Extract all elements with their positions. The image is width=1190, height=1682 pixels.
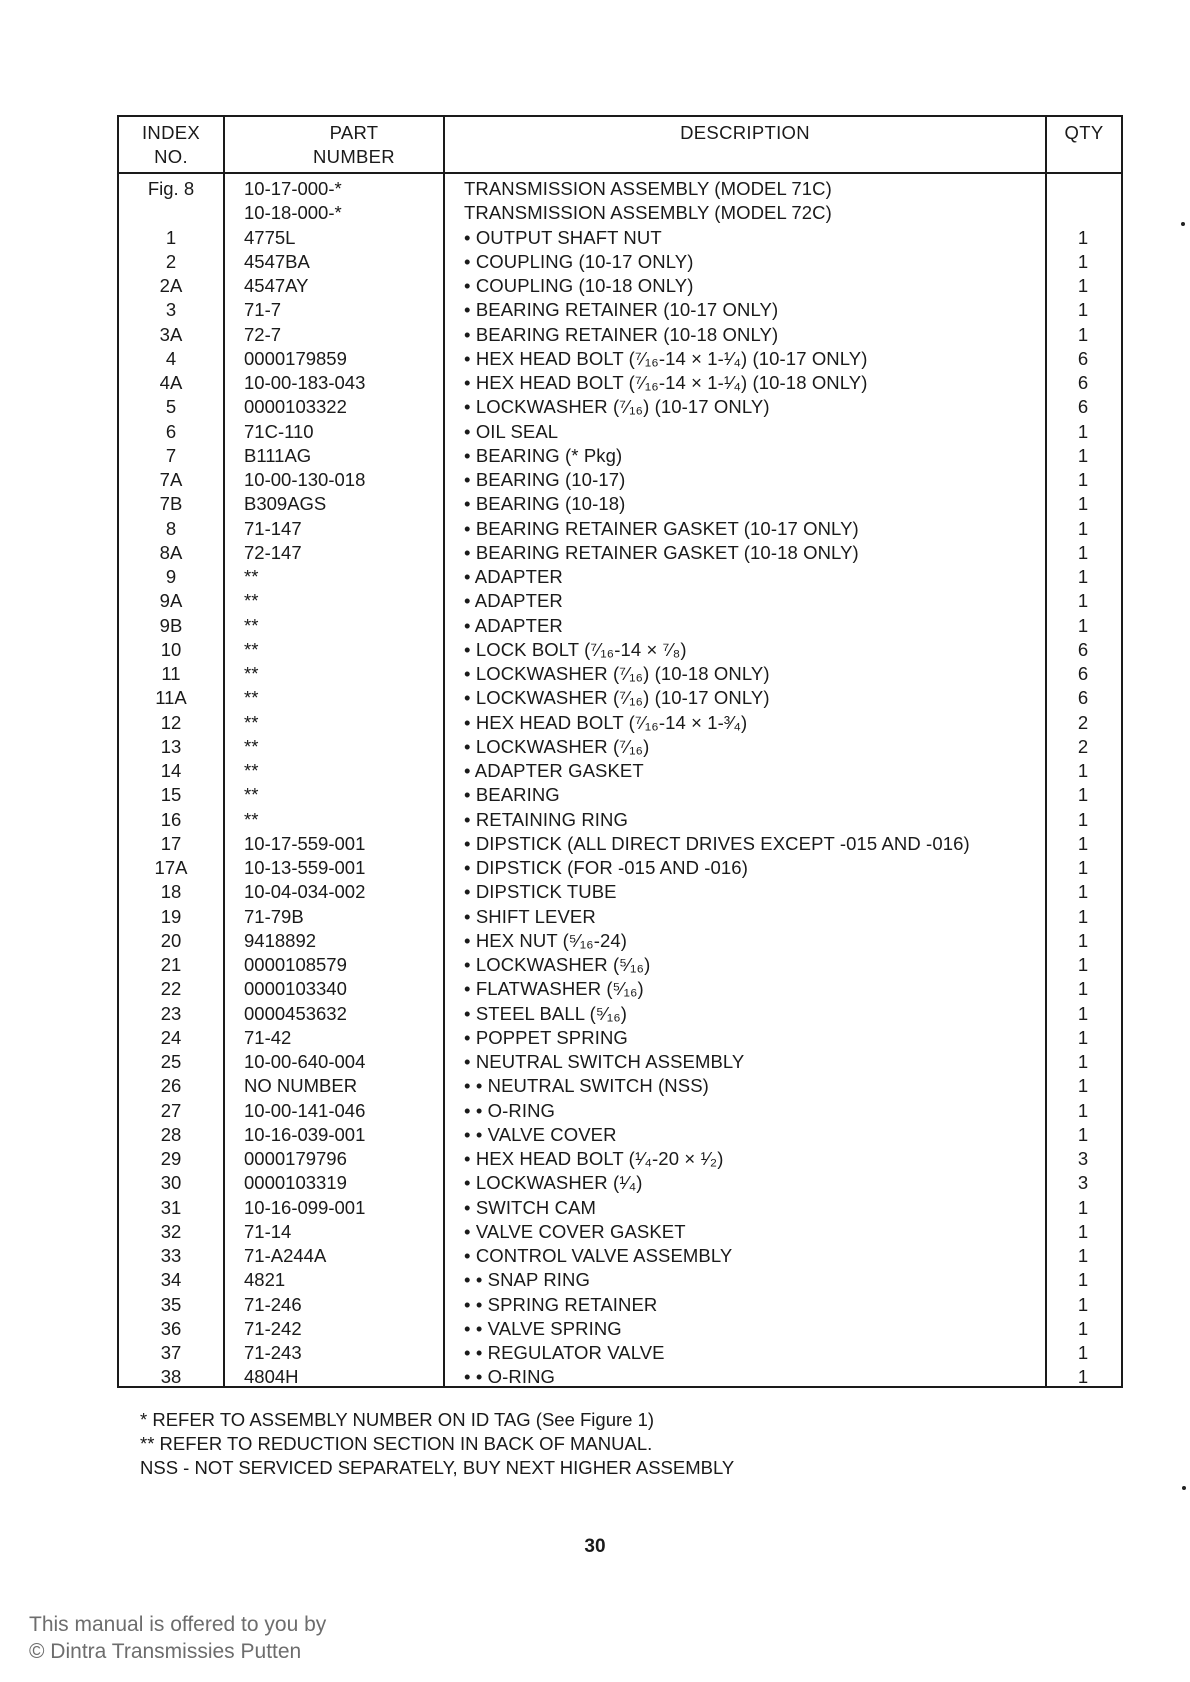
part-number-cell: 71-79B [244,905,304,927]
qty-cell: 1 [1077,1366,1089,1388]
table-row [119,1002,1121,1026]
description-cell: • LOCK BOLT (⁷⁄₁₆-14 × ⁷⁄₈) [464,638,687,660]
index-cell: 8 [165,517,177,539]
index-cell: 9A [159,590,183,612]
table-row [119,614,1121,638]
part-number-cell: 0000453632 [244,1002,347,1024]
index-cell: 24 [160,1026,182,1048]
table-row [119,298,1121,322]
table-row [119,541,1121,565]
description-cell: • COUPLING (10-18 ONLY) [464,275,694,296]
header-qty: QTY [1064,122,1104,143]
description-cell: • LOCKWASHER (¹⁄₄) [464,1172,643,1194]
table-row [119,808,1121,832]
index-cell: 9 [165,566,177,587]
footnotes [140,1408,734,1480]
table-row [119,1317,1121,1341]
part-number-cell: 72-147 [244,541,302,563]
part-number-cell: 10-04-034-002 [244,881,366,903]
part-number-cell: B309AGS [244,493,327,515]
index-cell: 3 [165,299,177,321]
qty-cell: 1 [1077,1342,1089,1363]
scan-speck [1181,222,1185,226]
description-cell: • DIPSTICK (FOR -015 AND -016) [464,857,748,878]
part-number-cell: 0000179859 [244,347,347,369]
index-cell: 10 [160,638,182,660]
table-row [119,1050,1121,1074]
part-number-cell: 71-A244A [244,1245,327,1266]
part-number-cell: 71-243 [244,1342,302,1363]
description-cell: TRANSMISSION ASSEMBLY (MODEL 72C) [464,202,832,224]
index-cell: 2A [159,275,183,296]
part-number-cell: 71C-110 [244,420,314,442]
table-row [119,711,1121,735]
index-cell: 21 [160,954,182,975]
description-cell: • LOCKWASHER (⁵⁄₁₆) [464,954,651,975]
qty-cell: 1 [1077,1026,1089,1048]
qty-cell: 6 [1077,372,1089,393]
qty-cell: 1 [1077,954,1089,975]
index-cell: 1 [165,226,177,248]
description-cell: • COUPLING (10-17 ONLY) [464,250,694,272]
description-cell: • BEARING (10-17) [464,469,626,490]
description-cell: • ADAPTER [464,614,563,636]
table-row [119,1293,1121,1317]
index-cell: 23 [160,1002,182,1024]
index-cell: 25 [160,1051,182,1072]
table-row [119,395,1121,419]
description-cell: • ADAPTER GASKET [464,760,644,781]
part-number-cell: 72-7 [244,323,282,345]
table-row [119,1147,1121,1171]
index-cell: 14 [160,760,182,781]
description-cell: • • VALVE COVER [464,1123,617,1145]
index-cell: 34 [160,1269,182,1291]
description-cell: TRANSMISSION ASSEMBLY (MODEL 71C) [464,178,832,199]
table-row [119,1026,1121,1050]
part-number-cell: 4804H [244,1366,299,1388]
description-cell: • HEX HEAD BOLT (¹⁄₄-20 × ¹⁄₂) [464,1148,724,1169]
table-row [119,905,1121,929]
index-cell: 7 [165,444,177,466]
description-cell: • STEEL BALL (⁵⁄₁₆) [464,1002,628,1024]
index-cell: 11A [155,687,187,709]
description-cell: • • NEUTRAL SWITCH (NSS) [464,1075,709,1097]
index-cell: 6 [165,420,177,442]
qty-cell: 6 [1077,663,1089,684]
footnote-assembly-number: * REFER TO ASSEMBLY NUMBER ON ID TAG (See Figure 1) [140,1409,655,1430]
scan-speck [1182,1486,1186,1490]
part-number-cell: 10-00-130-018 [244,469,366,490]
description-cell: • BEARING RETAINER GASKET (10-17 ONLY) [464,517,859,539]
table-row [119,1220,1121,1244]
table-row [119,517,1121,541]
header-part-number: PART NUMBER [313,122,395,167]
index-cell: 4A [159,372,183,393]
qty-cell: 1 [1077,275,1089,296]
part-number-cell: ** [244,760,259,781]
qty-cell: 1 [1077,493,1089,515]
index-cell: 7A [159,469,183,490]
index-cell: 30 [160,1172,182,1194]
description-cell: • HEX HEAD BOLT (⁷⁄₁₆-14 × 1-¹⁄₄) (10-17 ONLY) [464,347,868,369]
table-row [119,274,1121,298]
qty-cell: 1 [1077,517,1089,539]
parts-table [117,115,1123,1388]
index-cell: 36 [160,1317,182,1339]
qty-cell: 1 [1077,1269,1089,1291]
table-row [119,589,1121,613]
index-cell: 3A [159,323,183,345]
index-cell: 20 [160,929,182,951]
index-cell: 12 [160,711,182,733]
table-row [119,444,1121,468]
qty-cell: 1 [1077,978,1089,1000]
qty-cell: 1 [1077,1099,1089,1121]
qty-cell: 3 [1077,1172,1089,1194]
table-body [119,177,1121,1390]
part-number-cell: 10-18-000-* [244,202,342,224]
part-number-cell: 71-242 [244,1317,302,1339]
part-number-cell: 71-14 [244,1220,292,1242]
description-cell: • BEARING [464,784,560,806]
index-cell: 26 [160,1075,182,1097]
description-cell: • • SPRING RETAINER [464,1293,658,1315]
qty-cell: 6 [1077,687,1089,709]
index-cell: 31 [160,1196,182,1218]
qty-cell: 1 [1077,905,1089,927]
qty-cell: 1 [1077,590,1089,612]
part-number-cell: 10-00-183-043 [244,372,366,393]
description-cell: • • O-RING [464,1099,556,1121]
description-cell: • DIPSTICK TUBE [464,881,617,903]
part-number-cell: 71-246 [244,1293,302,1315]
table-row [119,323,1121,347]
index-cell: 38 [160,1366,182,1388]
description-cell: • SWITCH CAM [464,1196,597,1218]
qty-cell: 1 [1077,566,1089,587]
table-row [119,1268,1121,1292]
index-cell: 18 [160,881,182,903]
table-row [119,735,1121,759]
part-number-cell: 0000108579 [244,954,347,975]
part-number-cell: 0000103322 [244,396,347,418]
index-cell: 27 [160,1099,182,1121]
description-cell: • HEX HEAD BOLT (⁷⁄₁₆-14 × 1-¹⁄₄) (10-18 ONLY) [464,372,868,393]
index-cell: 22 [160,978,182,1000]
index-cell: 13 [160,735,182,757]
credit-line-1: This manual is offered to you by [29,1613,327,1636]
description-cell: • BEARING RETAINER (10-17 ONLY) [464,299,779,321]
table-row [119,468,1121,492]
table-row [119,1244,1121,1268]
description-cell: • • SNAP RING [464,1269,590,1291]
part-number-cell: 0000103340 [244,978,347,1000]
index-cell: 9B [159,614,183,636]
index-cell: 35 [160,1293,182,1315]
index-cell: 32 [160,1220,182,1242]
part-number-cell: ** [244,663,259,684]
description-cell: • • VALVE SPRING [464,1317,622,1339]
header-divider [119,172,1121,174]
index-cell: 37 [160,1342,182,1363]
description-cell: • POPPET SPRING [464,1026,628,1048]
qty-cell: 2 [1077,735,1089,757]
table-row [119,201,1121,225]
index-cell: 16 [160,808,182,830]
part-number-cell: ** [244,687,259,709]
index-cell: 8A [159,541,183,563]
part-number-cell: 0000179796 [244,1148,347,1169]
table-row [119,226,1121,250]
description-cell: • • O-RING [464,1366,556,1388]
qty-cell: 1 [1077,1075,1089,1097]
qty-cell: 1 [1077,1245,1089,1266]
table-row [119,759,1121,783]
description-cell: • CONTROL VALVE ASSEMBLY [464,1245,733,1266]
page-number: 30 [584,1536,606,1557]
part-number-cell: 71-7 [244,299,282,321]
index-cell: 11 [161,663,181,684]
qty-cell: 1 [1077,226,1089,248]
table-row [119,250,1121,274]
table-row [119,1171,1121,1195]
part-number-cell: ** [244,566,259,587]
table-row [119,1365,1121,1389]
table-row [119,420,1121,444]
index-cell: 2 [165,250,177,272]
qty-cell: 1 [1077,1051,1089,1072]
credit-line-2: © Dintra Transmissies Putten [29,1640,302,1663]
qty-cell: 1 [1077,1196,1089,1218]
qty-cell: 1 [1077,1002,1089,1024]
table-row [119,832,1121,856]
table-row [119,977,1121,1001]
table-row [119,565,1121,589]
part-number-cell: NO NUMBER [244,1075,358,1097]
table-row [119,1123,1121,1147]
part-number-cell: 10-17-000-* [244,178,342,199]
qty-cell: 6 [1077,347,1089,369]
part-number-cell: 4775L [244,226,296,248]
table-row [119,1074,1121,1098]
table-row [119,1099,1121,1123]
header-description: DESCRIPTION [680,122,810,143]
description-cell: • BEARING RETAINER GASKET (10-18 ONLY) [464,541,859,563]
table-row [119,880,1121,904]
description-cell: • ADAPTER [464,590,563,612]
part-number-cell: 10-16-099-001 [244,1196,366,1218]
description-cell: • OUTPUT SHAFT NUT [464,226,662,248]
table-row [119,856,1121,880]
part-number-cell: ** [244,784,259,806]
part-number-cell: ** [244,711,259,733]
part-number-cell: 0000103319 [244,1172,347,1194]
footnote-reduction-section: ** REFER TO REDUCTION SECTION IN BACK OF MANUAL. [140,1433,653,1454]
qty-cell: 1 [1077,444,1089,466]
description-cell: • ADAPTER [464,566,563,587]
qty-cell: 1 [1077,1293,1089,1315]
description-cell: • LOCKWASHER (⁷⁄₁₆) (10-18 ONLY) [464,663,770,684]
table-row [119,492,1121,516]
description-cell: • HEX HEAD BOLT (⁷⁄₁₆-14 × 1-³⁄₄) [464,711,748,733]
qty-cell: 1 [1077,857,1089,878]
table-row [119,347,1121,371]
table-row [119,371,1121,395]
qty-cell: 1 [1077,929,1089,951]
index-cell: 7B [159,493,183,515]
index-cell: 29 [160,1148,182,1169]
table-row [119,1196,1121,1220]
part-number-cell: 10-00-141-046 [244,1099,366,1121]
qty-cell: 6 [1077,396,1089,418]
index-cell: 33 [160,1245,182,1266]
table-row [119,177,1121,201]
footnote-nss: NSS - NOT SERVICED SEPARATELY, BUY NEXT HIGHER ASSEMBLY [140,1457,735,1478]
part-number-cell: 4821 [244,1269,286,1291]
part-number-cell: 10-17-559-001 [244,832,366,854]
part-number-cell: ** [244,808,259,830]
index-cell: 17 [160,832,182,854]
qty-cell: 1 [1077,784,1089,806]
description-cell: • NEUTRAL SWITCH ASSEMBLY [464,1051,745,1072]
part-number-cell: 9418892 [244,929,317,951]
description-cell: • BEARING RETAINER (10-18 ONLY) [464,323,779,345]
qty-cell: 1 [1077,541,1089,563]
qty-cell: 1 [1077,250,1089,272]
index-cell: 28 [160,1123,182,1145]
qty-cell: 1 [1077,1123,1089,1145]
index-cell: 5 [165,396,177,418]
description-cell: • • REGULATOR VALVE [464,1342,665,1363]
qty-cell: 1 [1077,420,1089,442]
qty-cell: 1 [1077,760,1089,781]
index-cell: 15 [160,784,182,806]
qty-cell: 1 [1077,808,1089,830]
table-row [119,953,1121,977]
part-number-cell: ** [244,735,259,757]
credit-notice [29,1611,326,1665]
table-row [119,638,1121,662]
table-row [119,929,1121,953]
part-number-cell: 71-147 [244,517,302,539]
index-cell: 19 [160,905,182,927]
description-cell: • LOCKWASHER (⁷⁄₁₆) (10-17 ONLY) [464,396,770,418]
qty-cell: 1 [1077,881,1089,903]
description-cell: • RETAINING RING [464,808,628,830]
part-number-cell: 4547AY [244,275,309,296]
index-cell: 4 [165,347,177,369]
part-number-cell: B111AG [244,444,312,466]
table-row [119,662,1121,686]
part-number-cell: ** [244,614,259,636]
qty-cell: 1 [1077,614,1089,636]
qty-cell: 1 [1077,832,1089,854]
description-cell: • OIL SEAL [464,420,559,442]
qty-cell: 1 [1077,1220,1089,1242]
index-cell: Fig. 8 [147,178,195,199]
part-number-cell: ** [244,590,259,612]
description-cell: • BEARING (10-18) [464,493,626,515]
qty-cell: 1 [1077,299,1089,321]
qty-cell: 2 [1077,711,1089,733]
description-cell: • LOCKWASHER (⁷⁄₁₆) [464,735,650,757]
part-number-cell: 10-16-039-001 [244,1123,366,1145]
qty-cell: 1 [1077,323,1089,345]
index-cell: 17A [154,857,188,878]
description-cell: • HEX NUT (⁵⁄₁₆-24) [464,929,628,951]
description-cell: • VALVE COVER GASKET [464,1220,686,1242]
description-cell: • SHIFT LEVER [464,905,596,927]
description-cell: • BEARING (* Pkg) [464,444,623,466]
table-row [119,783,1121,807]
part-number-cell: 4547BA [244,250,310,272]
part-number-cell: 71-42 [244,1026,292,1048]
table-row [119,1341,1121,1365]
header-index: INDEX NO. [141,122,201,167]
qty-cell: 1 [1077,469,1089,490]
table-row [119,686,1121,710]
qty-cell: 1 [1077,1317,1089,1339]
qty-cell: 6 [1077,638,1089,660]
description-cell: • LOCKWASHER (⁷⁄₁₆) (10-17 ONLY) [464,687,770,709]
part-number-cell: 10-00-640-004 [244,1051,366,1072]
qty-cell: 3 [1077,1148,1089,1169]
description-cell: • DIPSTICK (ALL DIRECT DRIVES EXCEPT -015 AND -016) [464,832,970,854]
part-number-cell: ** [244,638,259,660]
part-number-cell: 10-13-559-001 [244,857,366,878]
description-cell: • FLATWASHER (⁵⁄₁₆) [464,978,644,1000]
